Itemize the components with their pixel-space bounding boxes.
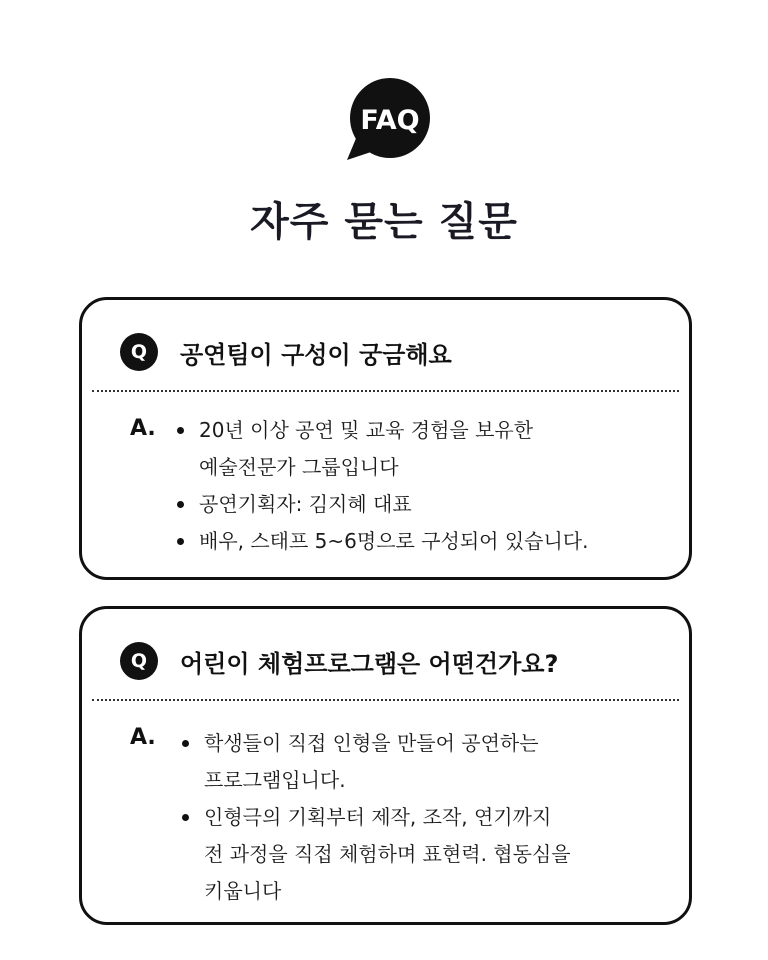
answer-line: 배우, 스태프 5~6명으로 구성되어 있습니다. [199,529,589,553]
answer-item [182,799,669,910]
answer-line: 전 과정을 직접 체험하며 표현력. 협동심을 [204,842,571,866]
faq-badge-text: FAQ [360,105,420,136]
question-badge: Q [120,642,158,680]
answer-label: A. [130,416,156,441]
bullet-icon [182,814,189,821]
answer-line: 공연기획자: 김지혜 대표 [199,492,412,516]
answer-line: 20년 이상 공연 및 교육 경험을 보유한 [199,418,534,442]
dotted-divider [92,699,679,701]
answer-line: 예술전문가 그룹입니다 [199,455,399,479]
bullet-icon [177,501,184,508]
question-row [120,332,452,372]
faq-card [79,297,692,580]
question-badge: Q [120,333,158,371]
answer-list [182,725,669,910]
dotted-divider [92,390,679,392]
bullet-icon [182,740,189,747]
faq-speech-bubble-icon [343,78,433,162]
answer-line: 학생들이 직접 인형을 만들어 공연하는 [204,731,539,755]
answer-line: 키웁니다 [204,879,282,903]
page-title: 자주 묻는 질문 [250,199,518,245]
faq-card [79,606,692,925]
answer-label: A. [130,725,156,750]
question-text: 공연팀이 구성이 궁금해요 [180,340,452,369]
answer-item [177,412,669,486]
answer-line: 인형극의 기획부터 제작, 조작, 연기까지 [204,805,552,829]
answer-line: 프로그램입니다. [204,768,346,792]
bullet-icon [177,538,184,545]
question-text: 어린이 체험프로그램은 어떤건가요? [180,649,559,678]
answer-item [177,523,669,560]
answer-item [182,725,669,799]
answer-item [177,486,669,523]
question-row [120,641,558,681]
bullet-icon [177,427,184,434]
answer-list [177,412,669,560]
